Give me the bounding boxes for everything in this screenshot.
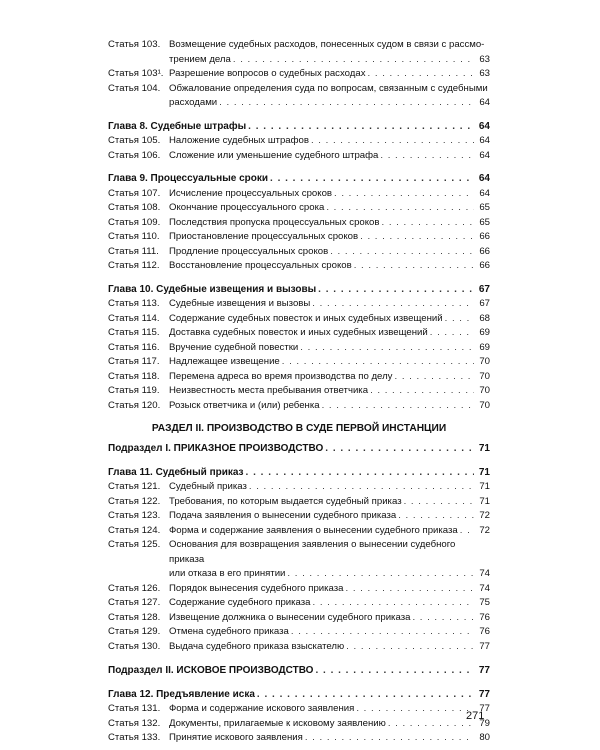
- toc-entry-119: [108, 384, 490, 399]
- dot-leader: [356, 702, 474, 717]
- article-number: Статья 120.: [108, 399, 161, 411]
- toc-entry-108: [108, 201, 490, 216]
- page-ref: 70: [479, 399, 490, 411]
- page-ref: 66: [479, 260, 490, 271]
- page-ref: 64: [478, 120, 490, 132]
- article-title-line: Разрешение вопросов о судебных расходах: [169, 68, 366, 79]
- page-ref: 70: [479, 370, 490, 382]
- page-ref: 64: [479, 187, 490, 199]
- article-title: Судебный приказ: [169, 481, 247, 492]
- page-ref: 63: [479, 68, 490, 79]
- page-ref: 76: [479, 626, 490, 637]
- page-ref: 67: [478, 283, 490, 295]
- article-number: Статья 108.: [108, 202, 161, 213]
- article-number: Статья 122.: [108, 495, 161, 507]
- page-ref: 71: [478, 443, 490, 454]
- article-number: Статья 103¹.: [108, 68, 164, 79]
- toc-entry-105: [108, 134, 490, 149]
- article-number: Статья 132.: [108, 717, 161, 729]
- article-title: Неизвестность места пребывания ответчика: [169, 385, 369, 396]
- dot-leader: [368, 67, 474, 82]
- chapter-title: Глава 11. Судебный приказ: [108, 466, 244, 478]
- dot-leader: [312, 297, 474, 312]
- toc-entry-117: [108, 355, 490, 370]
- page-ref: 63: [479, 53, 490, 65]
- page-ref: 65: [479, 216, 490, 228]
- article-number: Статья 129.: [108, 626, 161, 637]
- dot-leader: [248, 120, 474, 135]
- chapter-title: Глава 10. Судебные извещения и вызовы: [108, 283, 317, 295]
- toc-subsection-1: [108, 442, 490, 457]
- toc-chapter-12: [108, 688, 490, 703]
- page-ref: 67: [479, 298, 490, 309]
- article-number: Статья 127.: [108, 597, 161, 608]
- page-ref: 71: [479, 495, 490, 507]
- article-title: Порядок вынесения судебного приказа: [169, 582, 344, 594]
- dot-leader: [325, 442, 474, 457]
- article-title: Доставка судебных повесток и иных судебных извещений: [169, 327, 428, 338]
- article-number: Статья 113.: [108, 298, 160, 309]
- page-ref: 64: [479, 135, 490, 146]
- toc-entry-130: [108, 640, 490, 655]
- chapter-title: Глава 12. Предъявление иска: [108, 688, 255, 700]
- article-number: Статья 115.: [108, 327, 160, 338]
- toc-entry-118: [108, 370, 490, 385]
- toc-entry-128: [108, 611, 490, 626]
- dot-leader: [326, 201, 474, 216]
- article-number: Статья 106.: [108, 149, 161, 161]
- article-number: Статья 130.: [108, 640, 161, 652]
- article-title: Наложение судебных штрафов: [169, 135, 309, 146]
- toc-entry-111: [108, 245, 490, 260]
- subsection-title: Подраздел II. ИСКОВОЕ ПРОИЗВОДСТВО: [108, 665, 314, 676]
- dot-leader: [388, 717, 474, 732]
- page-ref: 64: [478, 173, 490, 184]
- article-number: Статья 107.: [108, 187, 161, 199]
- page-ref: 72: [479, 524, 490, 536]
- page-ref: 70: [479, 356, 490, 367]
- page-ref: 70: [479, 385, 490, 396]
- page-ref: 65: [479, 202, 490, 213]
- toc-entry-129: [108, 625, 490, 640]
- article-number: Статья 119.: [108, 385, 160, 396]
- toc-entry-122: [108, 495, 490, 510]
- toc-entry-125: [108, 538, 490, 582]
- dot-leader: [330, 245, 474, 260]
- toc-entry-106: [108, 149, 490, 164]
- toc-entry-115: [108, 326, 490, 341]
- article-title-line: трением дела: [169, 53, 231, 65]
- page-ref: 64: [479, 149, 490, 161]
- page-number: 271: [466, 710, 485, 722]
- article-number: Статья 121.: [108, 481, 161, 492]
- article-title: Восстановление процессуальных сроков: [169, 260, 352, 271]
- page-ref: 71: [479, 481, 490, 492]
- article-number: Статья 123.: [108, 510, 161, 521]
- article-title: Форма и содержание искового заявления: [169, 703, 355, 714]
- article-number: Статья 104.: [108, 82, 161, 94]
- dot-leader: [412, 611, 474, 626]
- article-title: Перемена адреса во время производства по делу: [169, 370, 393, 382]
- toc-entry-103: [108, 38, 490, 67]
- article-number: Статья 118.: [108, 370, 160, 382]
- page-ref: 80: [479, 732, 490, 743]
- dot-leader: [430, 326, 474, 341]
- toc-chapter-11: [108, 466, 490, 481]
- dot-leader: [398, 509, 474, 524]
- page-ref: 74: [479, 582, 490, 594]
- toc-entry-110: [108, 230, 490, 245]
- dot-leader: [270, 172, 474, 187]
- dot-leader: [313, 596, 474, 611]
- page-ref: 77: [478, 688, 490, 700]
- article-title: Продление процессуальных сроков: [169, 245, 329, 257]
- page-ref: 79: [479, 717, 490, 729]
- article-number: Статья 124.: [108, 524, 161, 536]
- article-title: Подача заявления о вынесении судебного приказа: [169, 510, 397, 521]
- article-title: Содержание судебных повесток и иных судебных извещений: [169, 312, 443, 324]
- article-number: Статья 133.: [108, 732, 161, 743]
- toc-entry-104: [108, 82, 490, 111]
- article-title: Документы, прилагаемые к исковому заявлению: [169, 717, 386, 729]
- page-ref: 77: [478, 665, 490, 676]
- article-number: Статья 109.: [108, 216, 161, 228]
- page-ref: 69: [479, 327, 490, 338]
- page-ref: 71: [478, 466, 490, 478]
- toc-entry-121: [108, 480, 490, 495]
- article-title: Форма и содержание заявления о вынесении судебного приказа: [169, 524, 458, 536]
- article-title-line: Основания для возвращения заявления о вынесении судебного приказа: [169, 539, 456, 565]
- dot-leader: [282, 355, 474, 370]
- toc-chapter-9: [108, 172, 490, 187]
- section-heading: РАЗДЕЛ II. ПРОИЗВОДСТВО В СУДЕ ПЕРВОЙ ИНСТАНЦИИ: [151, 423, 447, 434]
- article-title-line: Обжалование определения суда по вопросам, связанным с судебными: [169, 82, 488, 94]
- dot-leader: [219, 96, 474, 111]
- article-title-line: расходами: [169, 97, 218, 108]
- article-number: Статья 114.: [108, 312, 160, 324]
- dot-leader: [381, 216, 474, 231]
- article-number: Статья 105.: [108, 135, 161, 146]
- page-ref: 74: [479, 568, 490, 579]
- chapter-title: Глава 9. Процессуальные сроки: [108, 173, 269, 184]
- toc-entry-133: [108, 731, 490, 746]
- dot-leader: [246, 466, 474, 481]
- toc-chapter-8: [108, 120, 490, 135]
- table-of-contents: [108, 38, 490, 746]
- article-title: Вручение судебной повестки: [169, 341, 299, 353]
- dot-leader: [354, 259, 474, 274]
- toc-entry-114: [108, 312, 490, 327]
- dot-leader: [318, 283, 474, 298]
- article-title: Принятие искового заявления: [169, 732, 303, 743]
- toc-entry-127: [108, 596, 490, 611]
- article-number: Статья 111.: [108, 245, 159, 257]
- dot-leader: [360, 230, 474, 245]
- page-ref: 64: [479, 97, 490, 108]
- dot-leader: [291, 625, 474, 640]
- article-number: Статья 125.: [108, 539, 161, 550]
- article-title: Выдача судебного приказа взыскателю: [169, 640, 345, 652]
- article-title: Окончание процессуального срока: [169, 202, 325, 213]
- page-ref: 72: [479, 510, 490, 521]
- dot-leader: [249, 480, 474, 495]
- dot-leader: [370, 384, 474, 399]
- toc-entry-116: [108, 341, 490, 356]
- toc-entry-124: [108, 524, 490, 539]
- article-number: Статья 128.: [108, 611, 161, 623]
- dot-leader: [300, 341, 474, 356]
- toc-entry-120: [108, 399, 490, 414]
- dot-leader: [322, 399, 474, 414]
- dot-leader: [346, 582, 474, 597]
- page-ref: 77: [479, 703, 490, 714]
- article-title-line: Возмещение судебных расходов, понесенных судом в связи с рассмо-: [169, 39, 485, 50]
- dot-leader: [334, 187, 474, 202]
- article-number: Статья 110.: [108, 231, 160, 242]
- article-title: Исчисление процессуальных сроков: [169, 187, 332, 199]
- toc-entry-107: [108, 187, 490, 202]
- subsection-title: Подраздел I. ПРИКАЗНОЕ ПРОИЗВОДСТВО: [108, 443, 324, 454]
- dot-leader: [445, 312, 474, 327]
- toc-subsection-2: [108, 664, 490, 679]
- dot-leader: [311, 134, 474, 149]
- article-title: Надлежащее извещение: [169, 356, 280, 367]
- article-number: Статья 103.: [108, 39, 161, 50]
- article-number: Статья 112.: [108, 260, 160, 271]
- page-ref: 66: [479, 231, 490, 242]
- dot-leader: [287, 567, 474, 582]
- toc-entry-126: [108, 582, 490, 597]
- article-title: Содержание судебного приказа: [169, 597, 311, 608]
- article-number: Статья 126.: [108, 582, 161, 594]
- page-ref: 69: [479, 341, 490, 353]
- article-title: Извещение должника о вынесении судебного приказа: [169, 611, 411, 623]
- page-ref: 76: [479, 611, 490, 623]
- toc-entry-112: [108, 259, 490, 274]
- article-title: Сложение или уменьшение судебного штрафа: [169, 149, 379, 161]
- dot-leader: [380, 149, 474, 164]
- article-title: Судебные извещения и вызовы: [169, 298, 311, 309]
- dot-leader: [305, 731, 474, 746]
- article-title: Розыск ответчика и (или) ребенка: [169, 399, 320, 411]
- article-title: Требования, по которым выдается судебный приказ: [169, 495, 402, 507]
- article-title-line: или отказа в его принятии: [169, 568, 286, 579]
- toc-entry-131: [108, 702, 490, 717]
- dot-leader: [394, 370, 474, 385]
- article-title: Приостановление процессуальных сроков: [169, 231, 359, 242]
- dot-leader: [257, 688, 474, 703]
- article-title: Отмена судебного приказа: [169, 626, 289, 637]
- dot-leader: [346, 640, 474, 655]
- chapter-title: Глава 8. Судебные штрафы: [108, 120, 247, 132]
- article-title: Последствия пропуска процессуальных сроков: [169, 216, 380, 228]
- dot-leader: [233, 53, 474, 68]
- page-ref: 75: [479, 597, 490, 608]
- dot-leader: [460, 524, 474, 539]
- toc-entry-132: [108, 717, 490, 732]
- page-ref: 77: [479, 640, 490, 652]
- page-ref: 66: [479, 245, 490, 257]
- article-number: Статья 116.: [108, 341, 160, 353]
- article-number: Статья 117.: [108, 356, 160, 367]
- toc-chapter-10: [108, 283, 490, 298]
- toc-entry-109: [108, 216, 490, 231]
- article-number: Статья 131.: [108, 703, 161, 714]
- page-ref: 68: [479, 312, 490, 324]
- dot-leader: [404, 495, 474, 510]
- dot-leader: [315, 664, 474, 679]
- toc-entry-113: [108, 297, 490, 312]
- toc-entry-103-1: [108, 67, 490, 82]
- toc-entry-123: [108, 509, 490, 524]
